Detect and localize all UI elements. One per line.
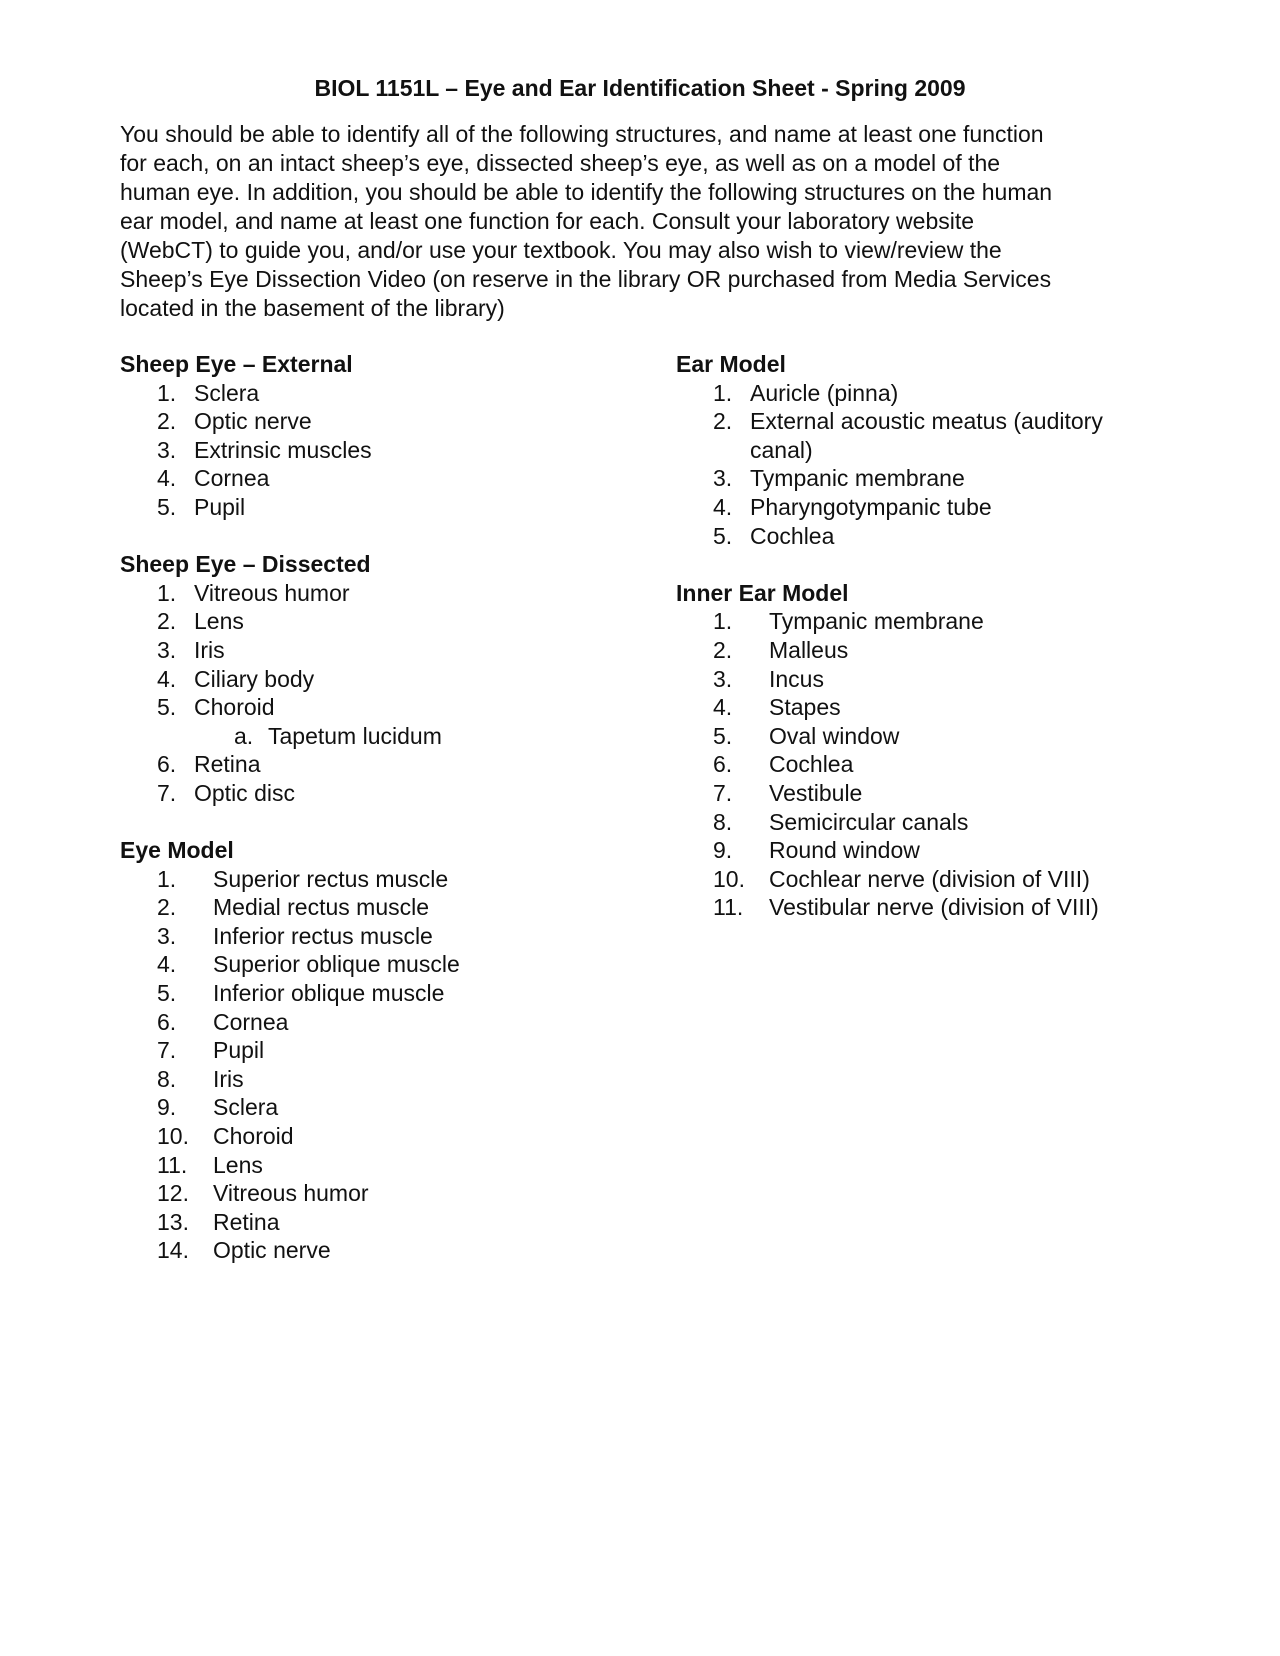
item-number: 5.: [713, 522, 733, 549]
item-number: 6.: [157, 1008, 177, 1035]
list-item: [120, 693, 640, 722]
list-item: [120, 779, 640, 808]
list-item: [676, 379, 1196, 408]
item-text: Tapetum lucidum: [268, 722, 442, 749]
item-text: Tympanic membrane: [750, 465, 965, 492]
section-heading: Inner Ear Model: [676, 579, 849, 606]
item-number: 3.: [157, 636, 177, 663]
list-item: [676, 693, 1196, 722]
section-inner-ear-model: [676, 579, 1196, 922]
item-text: Cornea: [213, 1008, 289, 1035]
item-text: Sclera: [213, 1094, 279, 1121]
list-item: [676, 407, 1196, 464]
intro-line: Sheep’s Eye Dissection Video (on reserve in the library OR purchased from Media Services: [120, 266, 1052, 292]
list-item: [120, 579, 640, 608]
list-item: [120, 379, 640, 408]
item-text: Sclera: [194, 379, 260, 406]
item-number: 2.: [713, 636, 733, 663]
item-text: Vestibular nerve (division of VIII): [769, 894, 1099, 921]
item-number: 1.: [713, 379, 733, 406]
list-item: [120, 436, 640, 465]
item-number: 9.: [157, 1094, 177, 1121]
list-item: [676, 808, 1196, 837]
list-item: [120, 893, 640, 922]
item-text: Oval window: [769, 722, 900, 749]
section-heading: Sheep Eye – Dissected: [120, 551, 371, 578]
list-item: [676, 722, 1196, 751]
list-item: [676, 836, 1196, 865]
list-item: [120, 464, 640, 493]
item-text: Extrinsic muscles: [194, 436, 372, 463]
item-text: Vestibule: [769, 779, 863, 806]
section-sheep-eye-external: [120, 350, 640, 522]
list-item: [120, 979, 640, 1008]
item-number: 4.: [157, 665, 177, 692]
list-item: [676, 750, 1196, 779]
item-number: 4.: [713, 493, 733, 520]
item-number: 1.: [157, 379, 177, 406]
item-text: Superior rectus muscle: [213, 865, 449, 892]
list-item: [120, 407, 640, 436]
item-text: Lens: [194, 608, 244, 635]
item-number: 5.: [157, 493, 177, 520]
item-text: Lens: [213, 1151, 263, 1178]
list-item: [120, 1036, 640, 1065]
intro-paragraph: [120, 120, 1150, 323]
item-number: 1.: [157, 865, 177, 892]
item-text: Vitreous humor: [213, 1180, 369, 1207]
item-number: 7.: [713, 779, 733, 806]
list-item: [120, 1151, 640, 1180]
item-text: Inferior oblique muscle: [213, 980, 445, 1007]
item-text: Optic nerve: [213, 1237, 331, 1264]
list-item: [120, 1093, 640, 1122]
list-item: [676, 493, 1196, 522]
item-number: 14.: [157, 1237, 189, 1264]
item-text: Tympanic membrane: [769, 608, 984, 635]
item-number: 3.: [713, 465, 733, 492]
list-item: [120, 750, 640, 779]
item-number: 10.: [713, 865, 745, 892]
item-number: 11.: [713, 894, 744, 921]
intro-line: for each, on an intact sheep’s eye, dissected sheep’s eye, as well as on a model of the: [120, 150, 1001, 176]
item-number: 3.: [157, 436, 177, 463]
item-number: 5.: [713, 722, 733, 749]
item-number: 13.: [157, 1208, 189, 1235]
item-text: Cornea: [194, 465, 270, 492]
item-text: Auricle (pinna): [750, 379, 899, 406]
item-text: Choroid: [194, 694, 275, 721]
intro-line: You should be able to identify all of the following structures, and name at least one function: [120, 121, 1044, 147]
item-number: 2.: [713, 408, 733, 435]
item-number: 9.: [713, 837, 733, 864]
item-number: 3.: [713, 665, 733, 692]
item-text: Pharyngotympanic tube: [750, 493, 992, 520]
list-item: [676, 607, 1196, 636]
list-item: [120, 493, 640, 522]
item-number: 1.: [713, 608, 733, 635]
list-item: [120, 950, 640, 979]
list-item: [120, 1122, 640, 1151]
item-text: Malleus: [769, 636, 849, 663]
item-number: 1.: [157, 579, 177, 606]
list-item: [120, 1008, 640, 1037]
intro-line: located in the basement of the library): [120, 295, 505, 321]
item-text: Cochlea: [750, 522, 835, 549]
item-text: Iris: [213, 1065, 244, 1092]
item-text: Cochlear nerve (division of VIII): [769, 865, 1090, 892]
item-text: Optic nerve: [194, 408, 312, 435]
list-item: [120, 1236, 640, 1265]
section-sheep-eye-dissected: [120, 550, 640, 807]
list-item: [120, 607, 640, 636]
item-text: Retina: [213, 1208, 280, 1235]
section-ear-model: [676, 350, 1196, 550]
item-text: Stapes: [769, 694, 841, 721]
item-text: Vitreous humor: [194, 579, 350, 606]
item-number: 12.: [157, 1180, 189, 1207]
section-heading: Ear Model: [676, 351, 786, 377]
item-number: 2.: [157, 894, 177, 921]
item-number: 8.: [157, 1065, 177, 1092]
right-column: [676, 350, 1196, 950]
intro-line: human eye. In addition, you should be able to identify the following structures on the human: [120, 179, 1053, 205]
item-number: a.: [234, 722, 254, 749]
item-text: Iris: [194, 636, 225, 663]
list-item: [676, 779, 1196, 808]
item-text: Optic disc: [194, 779, 295, 806]
item-number: 2.: [157, 408, 177, 435]
list-item: [120, 865, 640, 894]
item-text: Medial rectus muscle: [213, 894, 430, 921]
section-eye-model: [120, 836, 640, 1265]
list-subitem: [120, 722, 640, 751]
list-item: [120, 1065, 640, 1094]
item-number: 3.: [157, 922, 177, 949]
item-number: 4.: [157, 951, 177, 978]
item-number: 5.: [157, 980, 177, 1007]
item-text: Incus: [769, 665, 824, 692]
item-number: 5.: [157, 694, 177, 721]
item-text: Superior oblique muscle: [213, 951, 460, 978]
item-text: Pupil: [213, 1037, 265, 1064]
item-text: Retina: [194, 751, 261, 778]
item-number: 4.: [157, 465, 177, 492]
item-number: 8.: [713, 808, 733, 835]
item-text: Choroid: [213, 1123, 294, 1150]
list-item: [120, 922, 640, 951]
list-item: [676, 522, 1196, 551]
list-item: [676, 865, 1196, 894]
list-item: [120, 1208, 640, 1237]
item-number: 7.: [157, 1037, 177, 1064]
item-number: 11.: [157, 1151, 188, 1178]
item-text: Inferior rectus muscle: [213, 922, 433, 949]
item-number: 6.: [713, 751, 733, 778]
list-item: [676, 665, 1196, 694]
list-item: [120, 636, 640, 665]
section-heading: Eye Model: [120, 837, 234, 864]
intro-line: (WebCT) to guide you, and/or use your textbook. You may also wish to view/review the: [120, 237, 1002, 263]
item-number: 10.: [157, 1123, 189, 1150]
item-text: Ciliary body: [194, 665, 315, 692]
item-number: 4.: [713, 694, 733, 721]
left-column: [120, 350, 640, 1294]
list-item: [120, 1179, 640, 1208]
list-item: [120, 665, 640, 694]
item-number: 7.: [157, 779, 177, 806]
item-text: Cochlea: [769, 751, 854, 778]
list-item: [676, 464, 1196, 493]
item-text: Pupil: [194, 493, 246, 520]
item-number: 6.: [157, 751, 177, 778]
item-text: External acoustic meatus (auditory canal): [750, 408, 1103, 463]
intro-line: ear model, and name at least one function for each. Consult your laboratory website: [120, 208, 975, 234]
item-text: Round window: [769, 837, 920, 864]
section-heading: Sheep Eye – External: [120, 351, 353, 377]
list-item: [676, 636, 1196, 665]
item-number: 2.: [157, 608, 177, 635]
list-item: [676, 893, 1196, 922]
page-title: BIOL 1151L – Eye and Ear Identification Sheet - Spring 2009: [314, 75, 966, 101]
item-text: Semicircular canals: [769, 808, 969, 835]
